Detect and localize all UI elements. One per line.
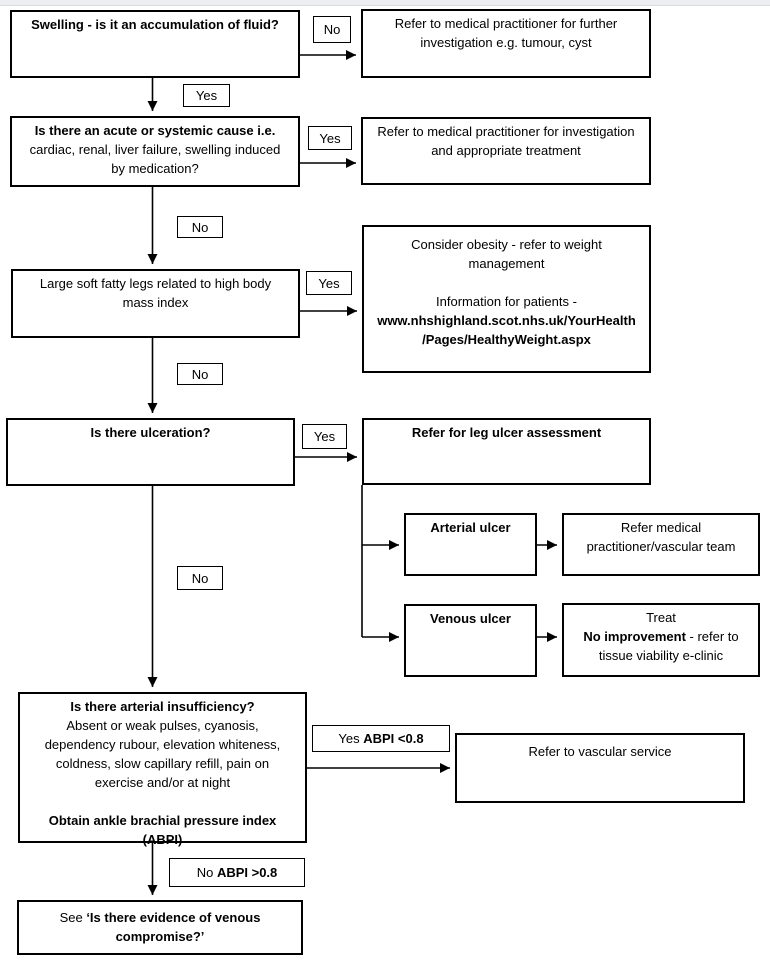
decision-label-yes-ulcer: Yes [302,424,347,449]
decision-label-no-fatty: No [177,363,223,385]
node-arterial-insufficiency-question: Is there arterial insufficiency? Absent or weak pulses, cyanosis, dependency rubour, elevation whiteness, coldness, slow capillary refill, pain on exercise and/or at night Obtain ankle brachial pressure index (ABPI) [18,692,307,843]
node-treat-venous-ulcer: Treat No improvement - refer to tissue viability e-clinic [562,603,760,677]
decision-label-no-ulcer: No [177,566,223,590]
node-arterial-ulcer [404,513,537,576]
node-title: Swelling - is it an accumulation of fluid? [31,17,279,32]
decision-label-no-acute: No [177,216,223,238]
decision-label-yes-fatty: Yes [306,271,352,295]
decision-label-no-abpi-high: No ABPI >0.8 [169,858,305,887]
decision-label-yes-acute: Yes [308,126,352,150]
node-ulceration-question [6,418,295,486]
node-title: Is there ulceration? [90,425,211,440]
node-refer-vascular-team: Refer medical practitioner/vascular team [562,513,760,576]
node-venous-compromise-pointer: See ‘Is there evidence of venous compromise?’ [17,900,303,955]
blank-line [22,792,303,811]
node-swelling-question [10,10,300,78]
node-refer-appropriate-treatment: Refer to medical practitioner for investigation and appropriate treatment [361,117,651,185]
decision-label-no-fluid: No [313,16,351,43]
node-fatty-legs-question: Large soft fatty legs related to high body mass index [11,269,300,338]
node-title: Refer for leg ulcer assessment [411,425,602,440]
node-title: Arterial ulcer [430,520,511,535]
node-refer-further-investigation: Refer to medical practitioner for further investigation e.g. tumour, cyst [361,9,651,78]
blank-line [366,273,647,292]
node-consider-obesity: Consider obesity - refer to weight management Information for patients - www.nhshighland.scot.nhs.uk/YourHealth /Pages/HealthyWeight.aspx [362,225,651,373]
node-title: Is there an acute or systemic cause i.e. [34,123,276,138]
patient-info-url: /Pages/HealthyWeight.aspx [422,332,591,347]
patient-info-url: www.nhshighland.scot.nhs.uk/YourHealth [377,313,636,328]
node-title: Is there arterial insufficiency? [70,699,255,714]
node-title: Refer to vascular service [528,744,672,759]
node-refer-vascular-service [455,733,745,803]
treat-no-improvement: No improvement [583,629,686,644]
node-leg-ulcer-assessment [362,418,651,485]
node-venous-ulcer [404,604,537,677]
decision-label-yes-fluid: Yes [183,84,230,107]
node-acute-systemic-question: Is there an acute or systemic cause i.e. cardiac, renal, liver failure, swelling induced by medication? [10,116,300,187]
decision-label-yes-abpi-low: Yes ABPI <0.8 [312,725,450,752]
node-title: Venous ulcer [430,611,511,626]
window-top-strip [0,0,770,6]
